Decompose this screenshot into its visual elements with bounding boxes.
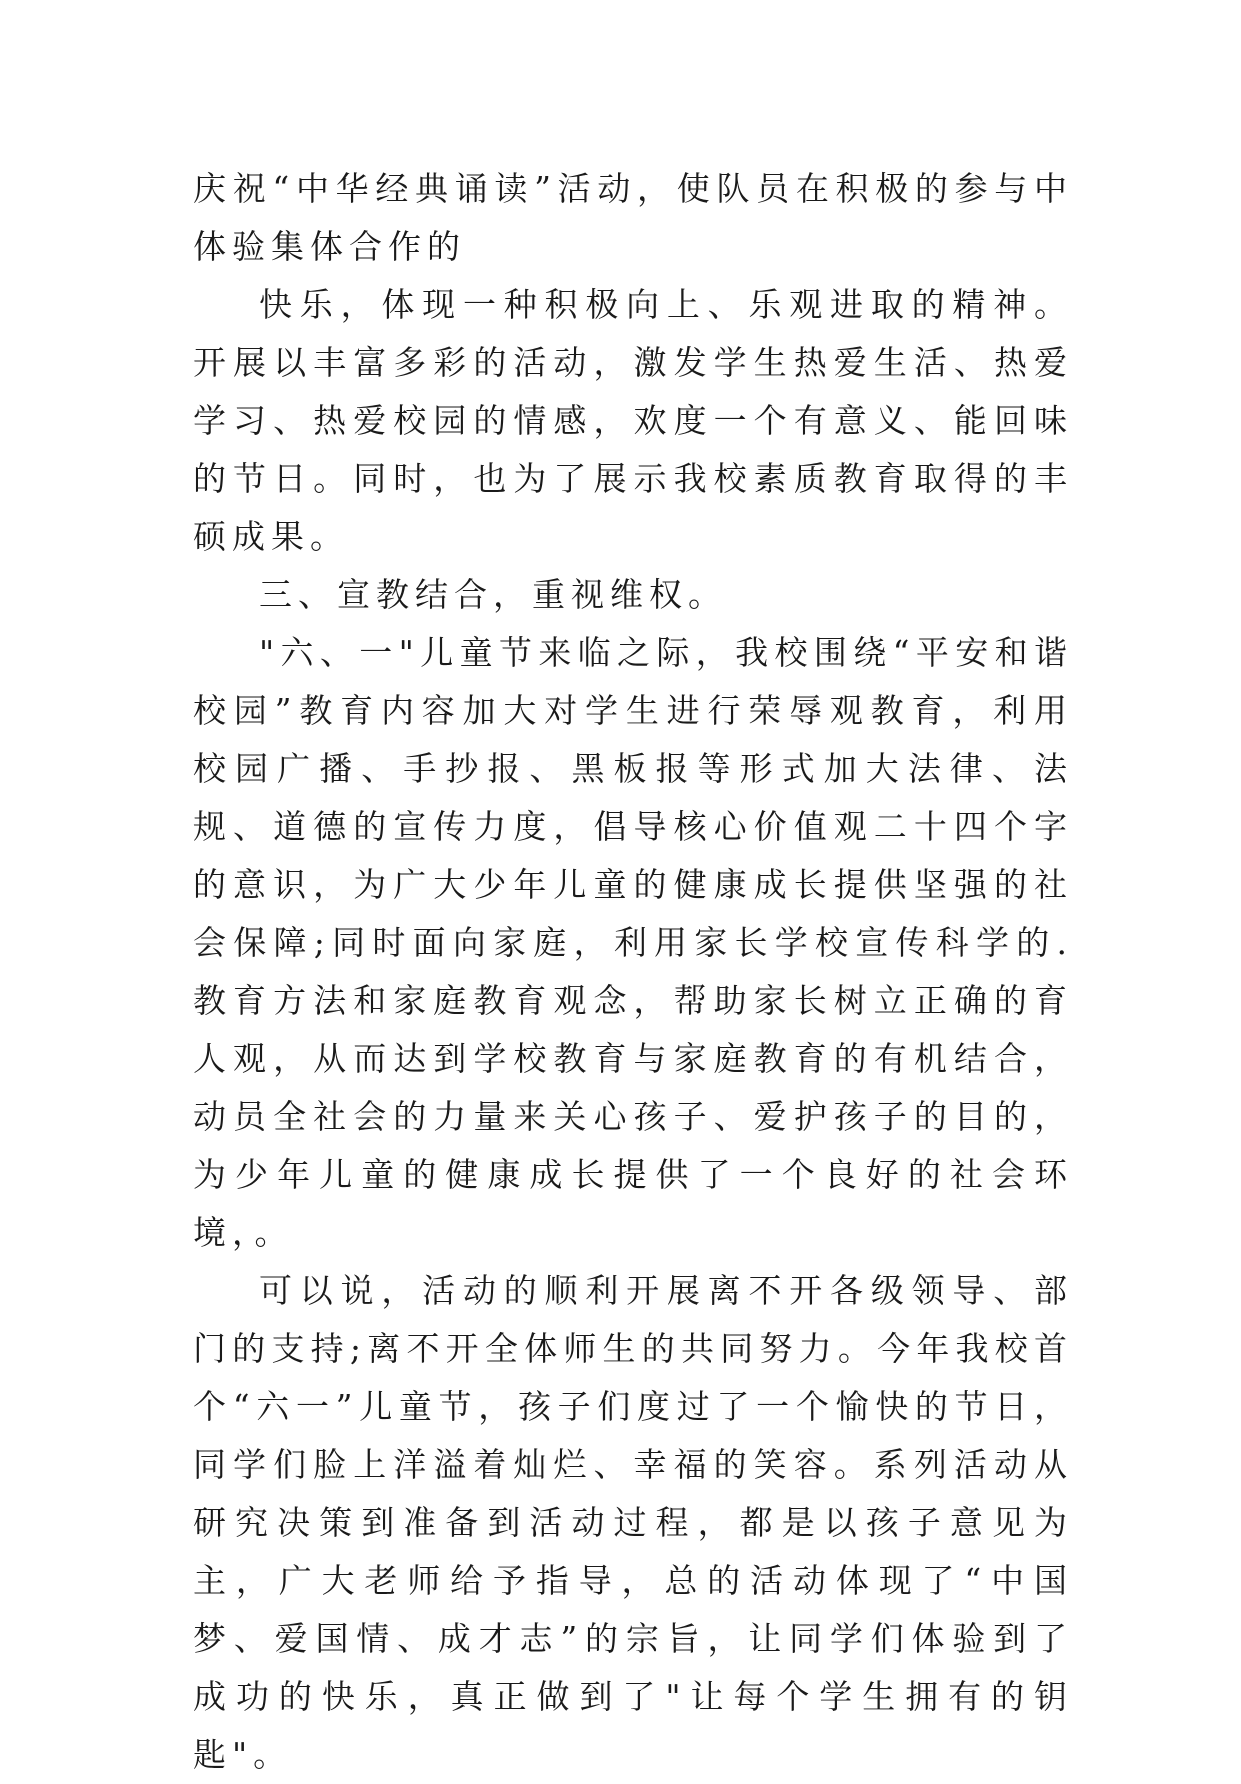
document-body <box>193 160 1073 1784</box>
paragraph-happiness: 快乐，体现一种积极向上、乐观进取的精神。开展以丰富多彩的活动，激发学生热爱生活、热爱学习、热爱校园的情感，欢度一个有意义、能回味的节日。同时，也为了展示我校素质教育取得的丰硕成果。 <box>193 285 1073 556</box>
paragraph-childrens-day-education: "六、一"儿童节来临之际，我校围绕“平安和谐校园”教育内容加大对学生进行荣辱观教育，利用校园广播、手抄报、黑板报等形式加大法律、法规、道德的宣传力度，倡导核心价值观二十四个字的意识，为广大少年儿童的健康成长提供坚强的社会保障;同时面向家庭，利用家长学校宣传科学的.教育方法和家庭教育观念，帮助家长树立正确的育人观，从而达到学校教育与家庭教育的有机结合，动员全社会的力量来关心孩子、爱护孩子的目的，为少年儿童的健康成长提供了一个良好的社会环境，。 <box>193 633 1073 1252</box>
paragraph-intro-continuation: 庆祝“中华经典诵读”活动，使队员在积极的参与中体验集体合作的 <box>193 169 1073 266</box>
section-heading-three: 三、宣教结合，重视维权。 <box>259 575 727 614</box>
paragraph-conclusion: 可以说，活动的顺利开展离不开各级领导、部门的支持;离不开全体师生的共同努力。今年我校首个“六一”儿童节，孩子们度过了一个愉快的节日，同学们脸上洋溢着灿烂、幸福的笑容。系列活动从研究决策到准备到活动过程，都是以孩子意见为主，广大老师给予指导，总的活动体现了“中国梦、爱国情、成才志”的宗旨，让同学们体验到了成功的快乐，真正做到了"让每个学生拥有的钥匙"。 <box>193 1271 1073 1774</box>
